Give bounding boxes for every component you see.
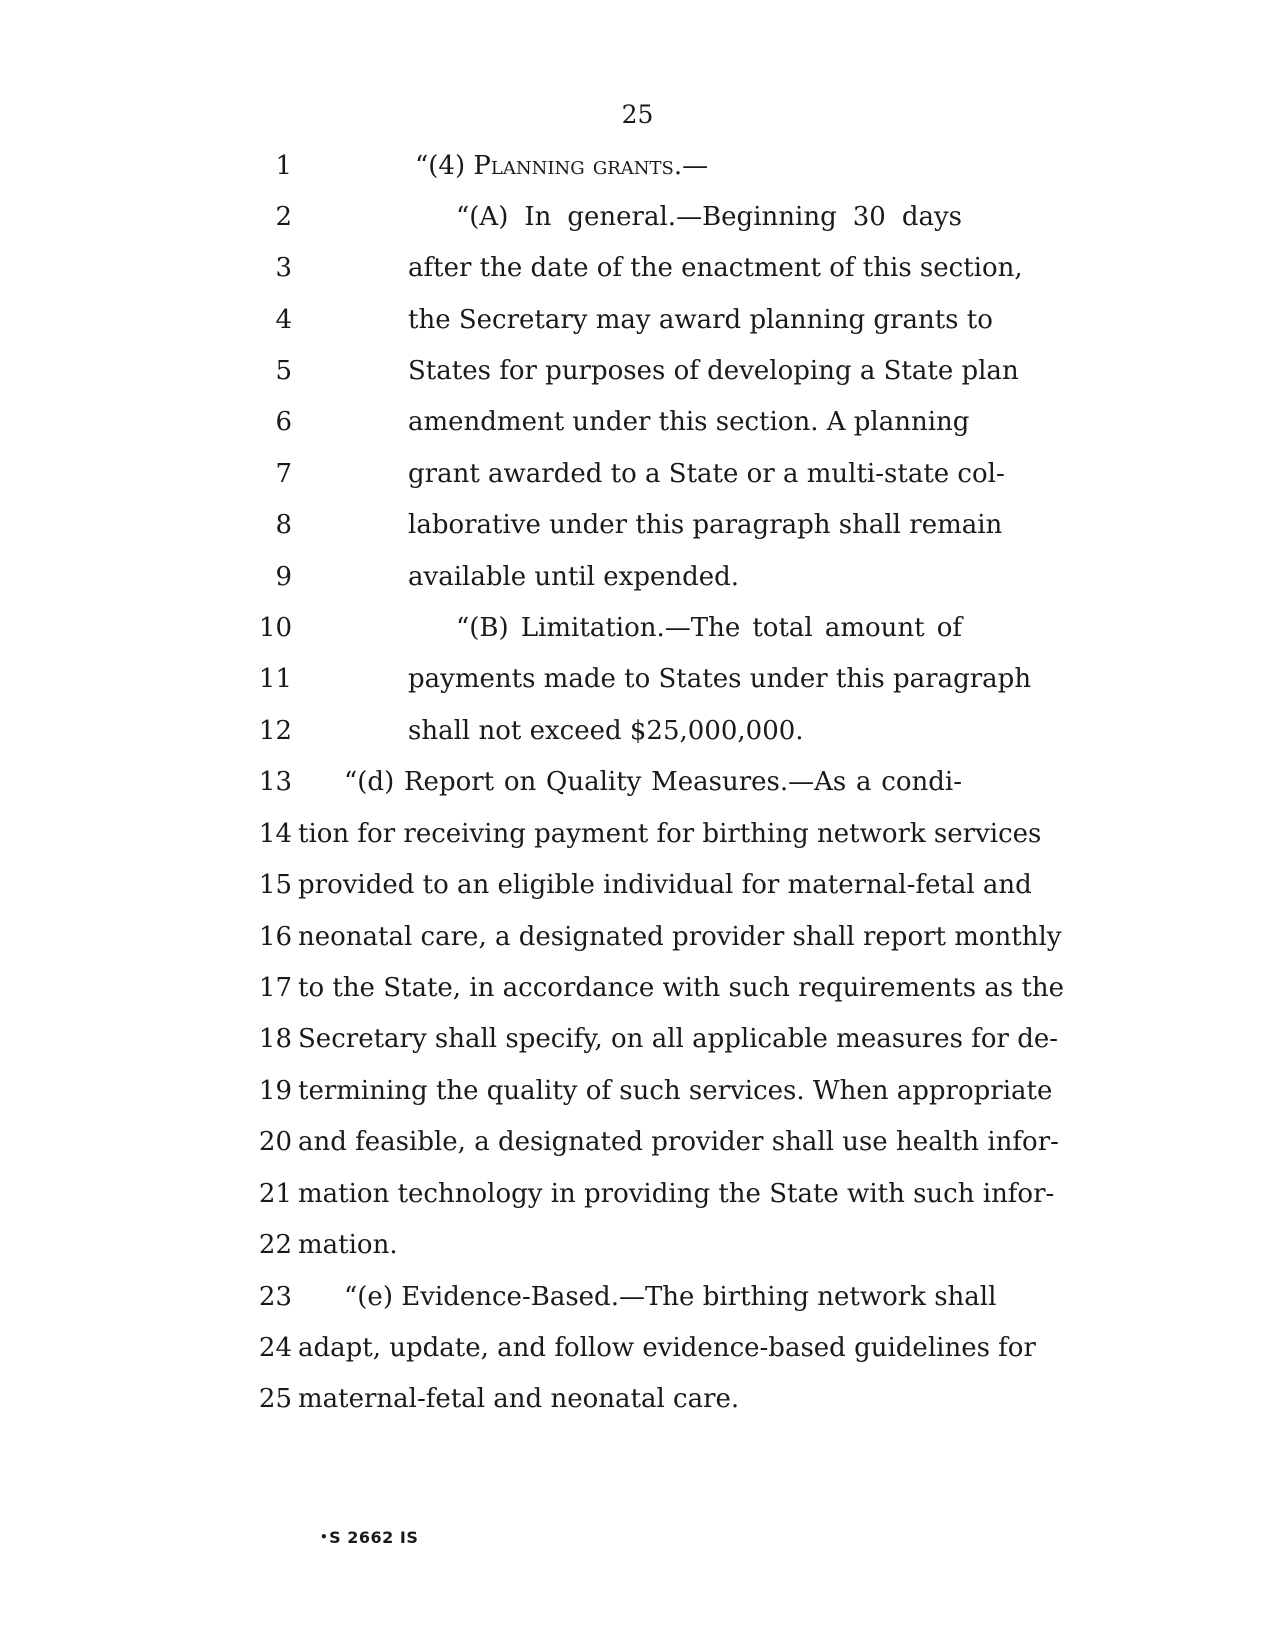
line-text: after the date of the enactment of this section,	[408, 253, 1023, 283]
bill-line	[0, 300, 1275, 352]
bill-line	[0, 1277, 1275, 1329]
line-number: 24	[258, 1333, 292, 1363]
line-number: 11	[258, 664, 292, 694]
line-text: laborative under this paragraph shall remain	[408, 510, 1003, 540]
bill-line	[0, 1328, 1275, 1380]
bill-line	[0, 659, 1275, 711]
line-number: 17	[258, 973, 292, 1003]
bill-line	[0, 402, 1275, 454]
line-text: tion for receiving payment for birthing network services	[298, 819, 1042, 849]
line-text: maternal-fetal and neonatal care.	[298, 1384, 740, 1414]
line-number: 1	[275, 151, 292, 181]
bill-identifier	[320, 1528, 418, 1547]
bill-line	[0, 1019, 1275, 1071]
line-number: 4	[275, 305, 292, 335]
line-number: 23	[258, 1282, 292, 1312]
line-text: adapt, update, and follow evidence-based guidelines for	[298, 1333, 1036, 1363]
line-number: 21	[258, 1179, 292, 1209]
bill-line	[0, 608, 1275, 660]
line-text: shall not exceed $25,000,000.	[408, 716, 804, 746]
line-number: 7	[275, 459, 292, 489]
bill-line	[0, 917, 1275, 969]
line-number: 20	[258, 1127, 292, 1157]
line-number: 3	[275, 253, 292, 283]
line-text: “(4) Planning grants.—	[415, 151, 709, 181]
line-text: “(d) Report on Quality Measures.—As a condi-	[344, 767, 962, 797]
bill-line	[0, 968, 1275, 1020]
line-text: amendment under this section. A planning	[408, 407, 970, 437]
bill-line	[0, 1071, 1275, 1123]
line-text: States for purposes of developing a State plan	[408, 356, 1019, 386]
line-number: 2	[275, 202, 292, 232]
bill-line	[0, 762, 1275, 814]
line-text: “(e) Evidence-Based.—The birthing network shall	[344, 1282, 997, 1312]
bill-line	[0, 505, 1275, 557]
line-text: “(A) In general.—Beginning 30 days	[456, 202, 962, 232]
line-number: 5	[275, 356, 292, 386]
line-number: 14	[258, 819, 292, 849]
line-text: payments made to States under this paragraph	[408, 664, 1032, 694]
line-text: the Secretary may award planning grants to	[408, 305, 993, 335]
line-number: 9	[275, 562, 292, 592]
bill-line	[0, 557, 1275, 609]
page-number: 25	[621, 100, 654, 129]
bill-line	[0, 248, 1275, 300]
line-number: 18	[258, 1024, 292, 1054]
bill-line	[0, 197, 1275, 249]
bill-line	[0, 1174, 1275, 1226]
line-number: 10	[258, 613, 292, 643]
bill-line	[0, 711, 1275, 763]
bill-line	[0, 351, 1275, 403]
line-text: neonatal care, a designated provider shall report monthly	[298, 922, 1062, 952]
bill-identifier-text: S 2662 IS	[329, 1528, 419, 1547]
bill-line	[0, 1379, 1275, 1431]
bill-line	[0, 865, 1275, 917]
line-text: Secretary shall specify, on all applicable measures for de-	[298, 1024, 1059, 1054]
line-text: mation.	[298, 1230, 398, 1260]
line-text: provided to an eligible individual for maternal-fetal and	[298, 870, 1032, 900]
line-text: and feasible, a designated provider shall use health infor-	[298, 1127, 1059, 1157]
line-text: mation technology in providing the State with such infor-	[298, 1179, 1055, 1209]
line-text: to the State, in accordance with such requirements as the	[298, 973, 1065, 1003]
line-text: termining the quality of such services. When appropriate	[298, 1076, 1053, 1106]
line-text: available until expended.	[408, 562, 740, 592]
line-number: 16	[258, 922, 292, 952]
line-text: “(B) Limitation.—The total amount of	[456, 613, 962, 643]
line-number: 13	[258, 767, 292, 797]
line-number: 15	[258, 870, 292, 900]
bullet-icon: •	[320, 1530, 329, 1544]
line-number: 6	[275, 407, 292, 437]
line-number: 22	[258, 1230, 292, 1260]
line-number: 12	[258, 716, 292, 746]
line-number: 25	[258, 1384, 292, 1414]
bill-line	[0, 146, 1275, 198]
bill-line	[0, 1225, 1275, 1277]
line-number: 19	[258, 1076, 292, 1106]
bill-line	[0, 454, 1275, 506]
line-number: 8	[275, 510, 292, 540]
bill-line	[0, 814, 1275, 866]
line-text: grant awarded to a State or a multi-state col-	[408, 459, 1005, 489]
bill-line	[0, 1122, 1275, 1174]
